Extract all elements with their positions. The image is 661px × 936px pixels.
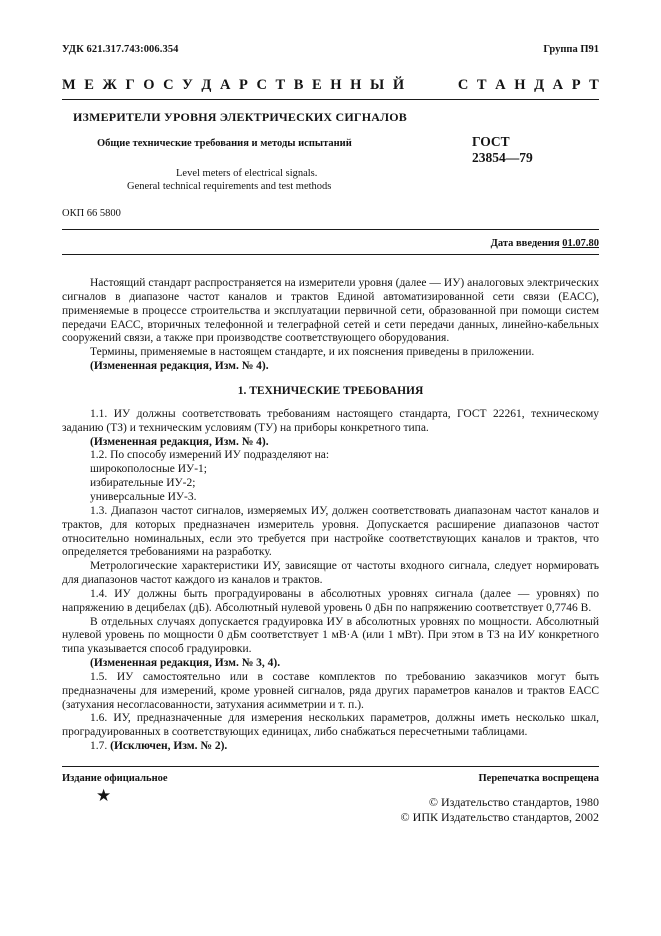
star-icon: ★: [96, 786, 112, 805]
banner-letter: С: [457, 76, 469, 93]
banner-letter: Ж: [102, 76, 117, 93]
banner-letter: Р: [239, 76, 248, 93]
list-item: избирательные ИУ-2;: [90, 477, 196, 490]
document-subtitle: Общие технические требования и методы испытаний: [97, 138, 352, 149]
clause-1-5: 1.5. ИУ самостоятельно или в составе комплектов по требованию заказчиков могут быть предназначены для измерений, кроме уровней сигналов, ряда других параметров каналов и трактов ЕАСС (затухания несогласованности, затухания асимметрии и т. п.).: [62, 670, 599, 711]
clause-1-7: [62, 740, 599, 754]
okp-code: ОКП 66 5800: [62, 208, 121, 219]
banner-letter: О: [143, 76, 155, 93]
banner-letter: Н: [350, 76, 362, 93]
standard-banner: [62, 74, 599, 96]
list-item: универсальные ИУ-3.: [90, 490, 197, 503]
section-heading: 1. ТЕХНИЧЕСКИЕ ТРЕБОВАНИЯ: [237, 384, 424, 397]
document-body: [62, 277, 599, 754]
clause-1-4-continued: В отдельных случаях допускается градуировка ИУ в абсолютных уровнях по мощности. Абсолютный нулевой уровень по мощности 0 дБм соответствует 1 мВ·А (или 1 мВт). При этом в ТЗ на ИУ конкретного типа указывается способ градуировки.: [62, 615, 599, 656]
banner-letter: Д: [201, 76, 212, 93]
clause-1-1: 1.1. ИУ должны соответствовать требованиям настоящего стандарта, ГОСТ 22261, техническому заданию (ТЗ) и техническим условиям (ТУ) на приборы конкретного типа.: [62, 407, 599, 434]
clause-1-4: 1.4. ИУ должны быть проградуированы в абсолютных уровнях сигнала (далее — уровнях) по напряжению в децибелах (дБ). Абсолютный нулевой уровень 0 дБн по напряжению соответствует 0,7746 В.: [62, 587, 599, 614]
banner-letter: Т: [275, 76, 286, 93]
document-title: ИЗМЕРИТЕЛИ УРОВНЯ ЭЛЕКТРИЧЕСКИХ СИГНАЛОВ: [73, 110, 407, 124]
introduction-date: [491, 238, 599, 249]
date-rule: [62, 254, 599, 255]
banner-letter: А: [552, 76, 564, 93]
clause-1-6: 1.6. ИУ, предназначенные для измерения нескольких параметров, должны иметь несколько шкал, проградуированных в соответствующих единицах, либо снабжаться пересчетными таблицами.: [62, 712, 599, 739]
copyright-2002: © ИПК Издательство стандартов, 2002: [400, 810, 599, 824]
banner-letter: М: [62, 76, 76, 93]
banner-letter: Н: [514, 76, 526, 93]
clause-1-3-continued: Метрологические характеристики ИУ, зависящие от частоты входного сигнала, следует нормировать для диапазонов частот каждого из каналов и трактов.: [62, 560, 599, 587]
clause-number: 1.7.: [90, 740, 108, 753]
intro-terms-paragraph: Термины, применяемые в настоящем стандарте, и их пояснения приведены в приложении.: [90, 346, 535, 359]
banner-letter: Р: [571, 76, 581, 93]
english-title-line1: Level meters of electrical signals.: [176, 168, 318, 179]
banner-letter: Ы: [370, 76, 385, 93]
udk-code: УДК 621.317.743:006.354: [62, 44, 179, 55]
intro-paragraph: Настоящий стандарт распространяется на измерители уровня (далее — ИУ) аналоговых электрических сигналов в диапазоне частот каналов и трактов Единой автоматизированной сети связи (ЕАСС), применяемые в процессе строительства и эксплуатации первичной сети, образованной при помощи систем передачи ЕАСС, вторичных телефонной и телеграфной сетей и сети передачи данных, линейно-кабельных сооружений связи, а также при производстве соответствующего оборудования.: [62, 277, 599, 345]
banner-letter: Т: [476, 76, 487, 93]
banner-letter: В: [293, 76, 304, 93]
reprint-prohibited-label: Перепечатка воспрещена: [478, 773, 599, 784]
official-edition-label: Издание официальное: [62, 773, 168, 784]
banner-letter: Г: [125, 76, 135, 93]
introduction-date-label: Дата введения: [490, 238, 560, 249]
banner-letter: А: [495, 76, 506, 93]
banner-letter: С: [163, 76, 174, 93]
amendment-note: (Измененная редакция, Изм. № 3, 4).: [90, 657, 281, 670]
list-item: широкополосные ИУ-1;: [90, 463, 207, 476]
amendment-note: (Измененная редакция, Изм. № 4).: [90, 360, 269, 373]
banner-letter: Т: [589, 76, 599, 93]
copyright-1980: © Издательство стандартов, 1980: [428, 795, 599, 809]
title-rule: [62, 229, 599, 230]
footer-rule: [62, 766, 599, 767]
amendment-note: (Исключен, Изм. № 2).: [110, 740, 228, 753]
english-title-line2: General technical requirements and test methods: [127, 181, 332, 192]
amendment-note: (Измененная редакция, Изм. № 4).: [90, 435, 269, 448]
banner-letter: Д: [534, 76, 545, 93]
clause-1-2: 1.2. По способу измерений ИУ подразделяют на:: [90, 449, 330, 462]
banner-letter: А: [219, 76, 231, 93]
banner-letter: Е: [312, 76, 322, 93]
introduction-date-value: 01.07.80: [562, 238, 599, 249]
gost-label: ГОСТ: [472, 134, 510, 149]
banner-letter: С: [256, 76, 267, 93]
clause-1-3: 1.3. Диапазон частот сигналов, измеряемых ИУ, должен соответствовать диапазонам частот каналов и трактов, для которых предназначен измеритель уровня. Допускается расширение диапазонов частот относительно номинальных, если это требуется при настройке соответствующих каналов и трактов, что определяется требованиями на разработку.: [62, 504, 599, 559]
banner-letter: У: [182, 76, 193, 93]
group-code: Группа П91: [543, 44, 599, 55]
banner-letter: Н: [330, 76, 342, 93]
gost-number: 23854—79: [472, 150, 533, 165]
banner-letter: Й: [392, 76, 405, 93]
banner-letter: Е: [84, 76, 94, 93]
banner-rule: [62, 99, 599, 100]
